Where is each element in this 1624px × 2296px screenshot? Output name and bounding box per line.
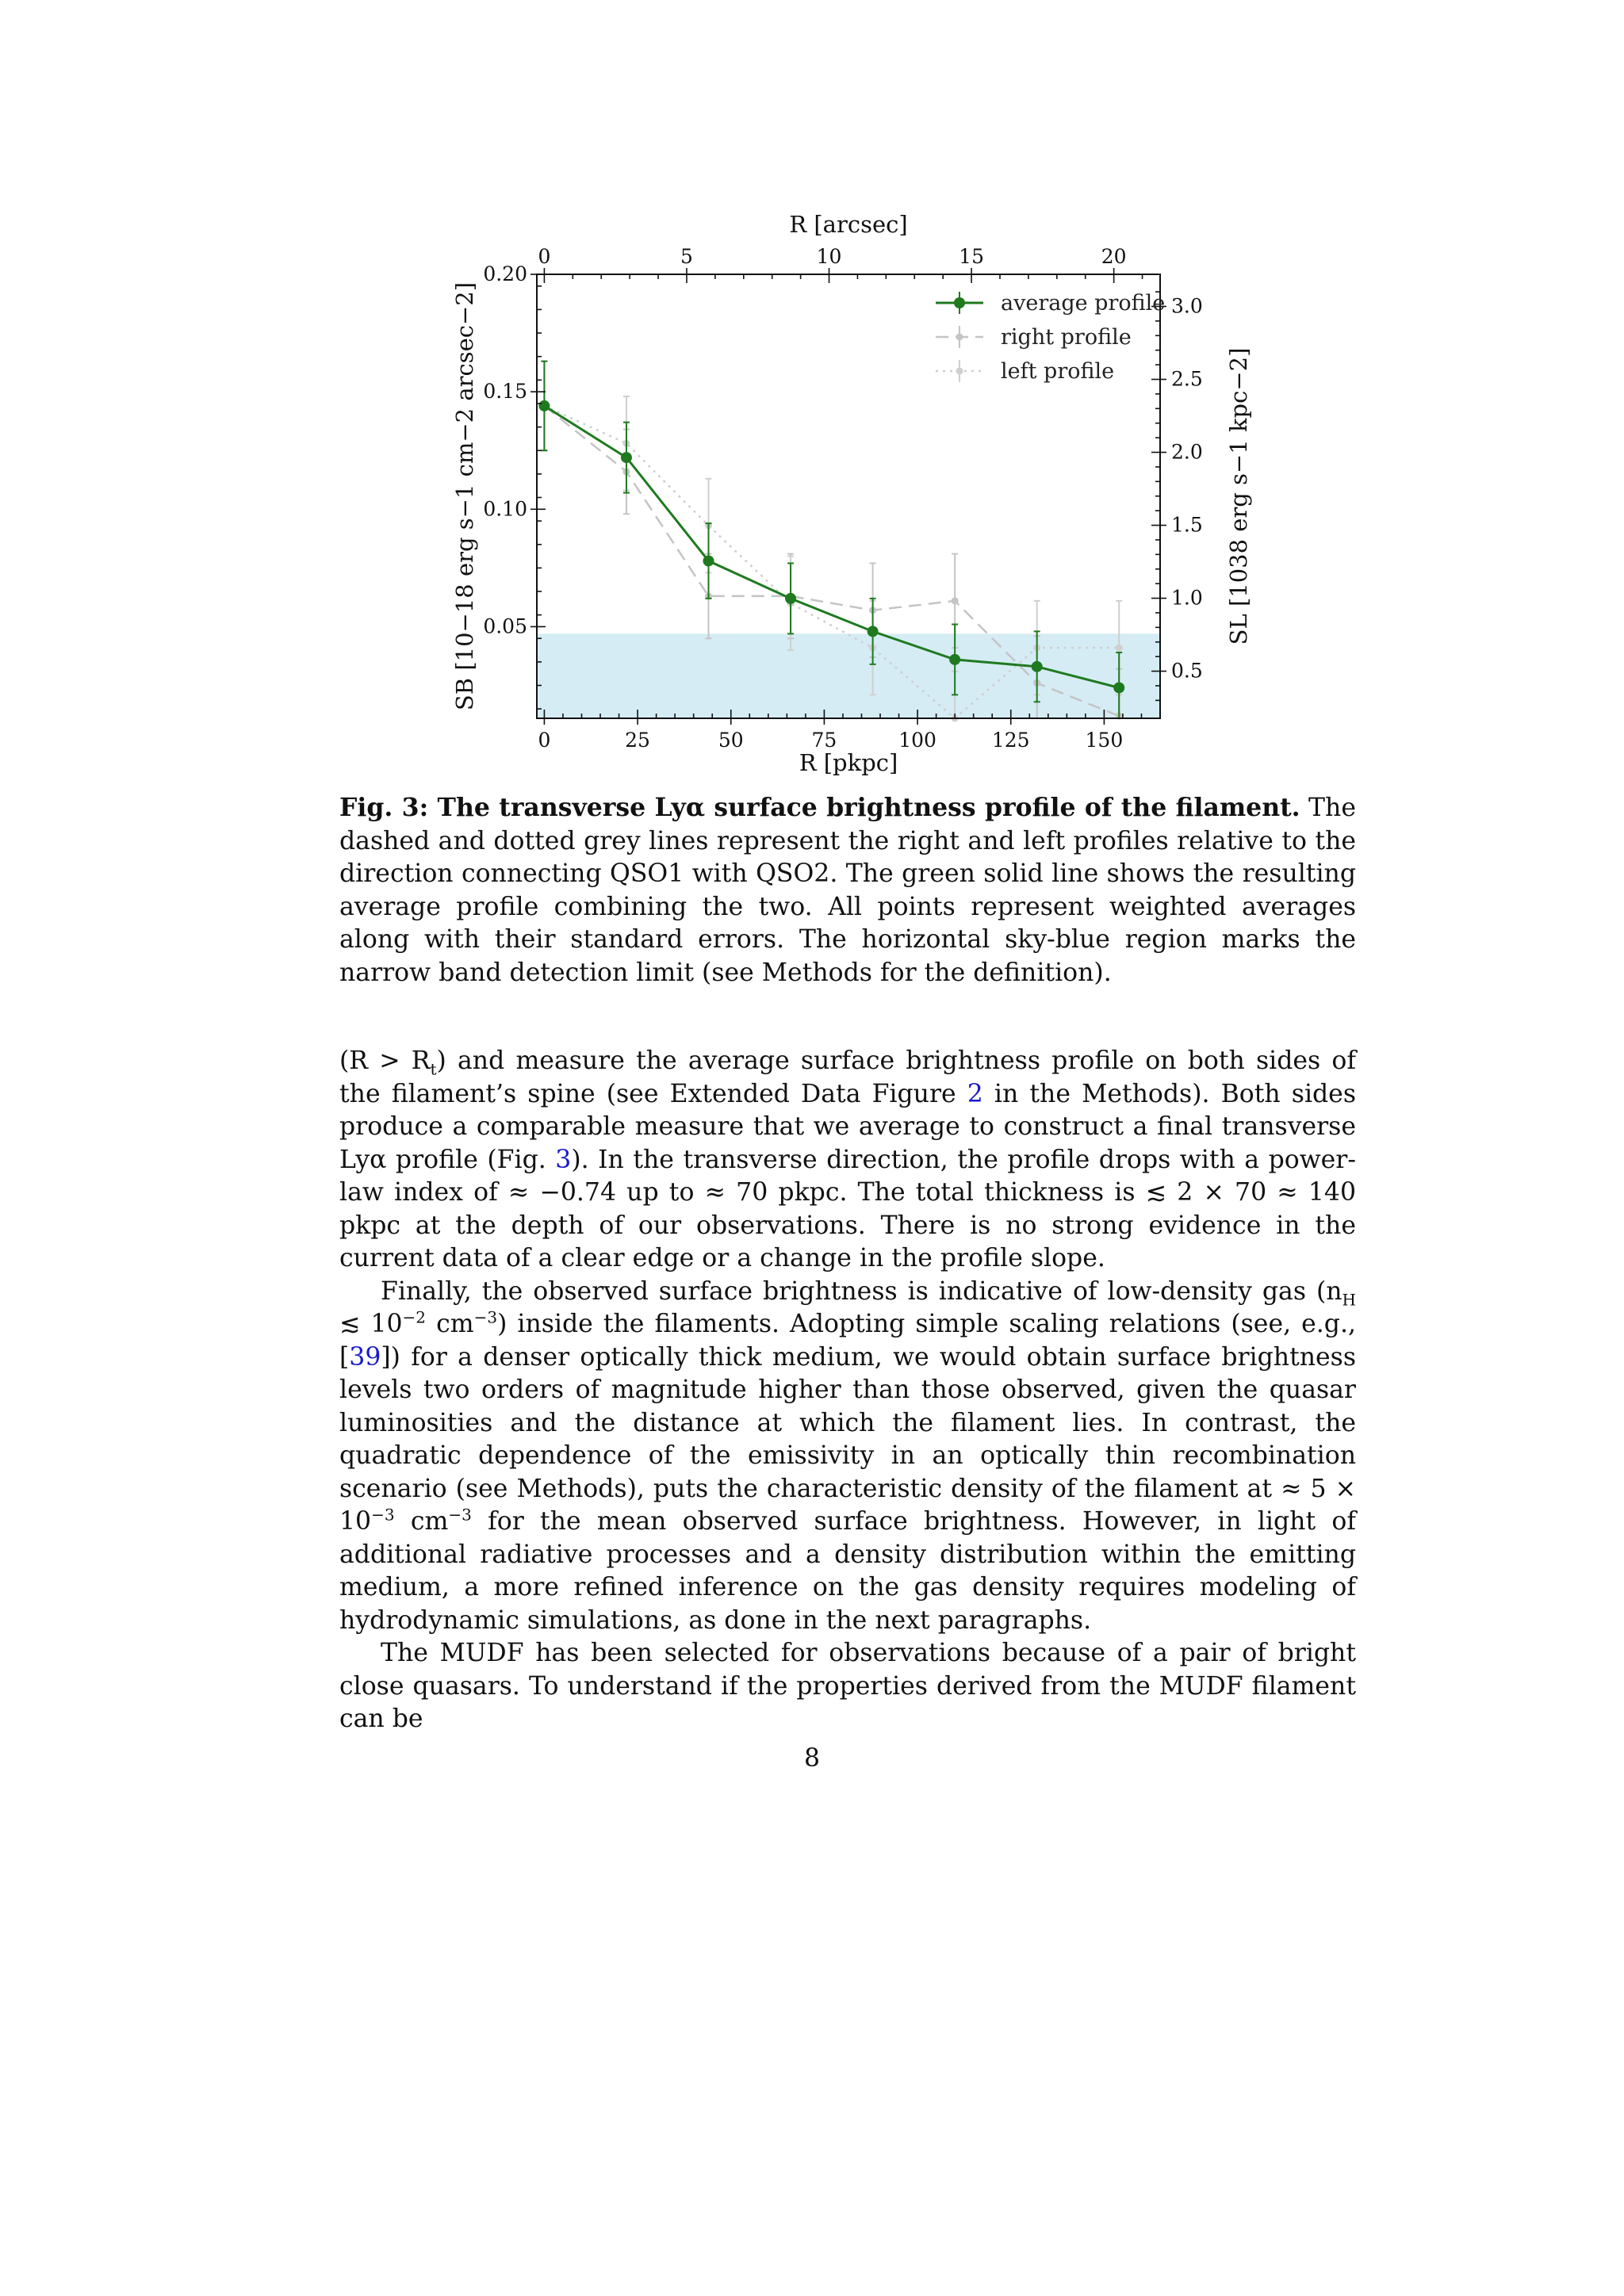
caption-text: The dashed and dotted grey lines represent the right and left profiles relative to the direction connecting QSO1 with QSO2. The green solid line shows the resulting average profile combining the two. All points represent weighted averages along with their standard errors. The horizontal sky-blue region marks the narrow band detection limit (see Methods for the definition). (339, 794, 1356, 987)
average-profile-point (868, 626, 879, 637)
surface-brightness-chart (428, 208, 1269, 786)
x-tick-label: 0 (538, 729, 551, 752)
legend-left-profile-label: left profile (1001, 359, 1115, 384)
x-tick-label: 100 (898, 729, 936, 752)
right-tick-label: 1.5 (1171, 513, 1203, 537)
y-tick-label: 0.20 (483, 262, 527, 285)
top-axis-title: R [arcsec] (789, 211, 908, 238)
average-profile-point (785, 593, 796, 604)
right-tick-label: 0.5 (1171, 659, 1203, 683)
top-tick-label: 5 (680, 245, 693, 268)
figure-3 (428, 208, 1269, 786)
right-tick-label: 2.0 (1171, 440, 1203, 464)
average-profile-point (703, 555, 714, 566)
top-tick-label: 0 (538, 245, 551, 268)
x-tick-label: 50 (718, 729, 744, 752)
figure-caption: Fig. 3: The transverse Lyα surface brightness profile of the filament. The dashed and dotted grey lines represent the right and left profiles relative to the direction connecting QSO1 with QSO2. The green solid line shows the resulting average profile combining the two. All points represent weighted averages along with their standard errors. The horizontal sky-blue region marks the narrow band detection limit (see Methods for the definition). (339, 793, 1356, 987)
caption-label: Fig. 3 (339, 793, 419, 822)
right-axis-title: SL [1038 erg s−1 kpc−2] (1225, 347, 1252, 645)
body-text (339, 1045, 1356, 1736)
average-profile-point (538, 400, 550, 411)
caption-title: The transverse Lyα surface brightness profile of the filament. (437, 793, 1300, 822)
y-tick-label: 0.15 (483, 380, 527, 404)
x-tick-label: 125 (991, 729, 1030, 752)
ref-figure-3[interactable]: 3 (555, 1145, 572, 1174)
paragraph-2: Finally, the observed surface brightness is indicative of low-density gas ($n_H$ ≲ $10^{-2}$ $cm^{-3}$) inside the filaments. Adopting simple scaling relations (see, e.g., [39]) for a denser optically thick medium, we would obtain surface brightness levels two orders of magnitude higher than those observed, given the quasar luminosities and the distance at which the filament lies. In contrast, the quadratic dependence of the emissivity in an optically thin recombination scenario (see Methods), puts the characteristic density of the filament at ≈ $5 \times 10^{-3}$ $cm^{-3}$ for the mean observed surface brightness. However, in light of additional radiative processes and a density distribution within the emitting medium, a more refined inference on the gas density requires modeling of hydrodynamic simulations, as done in the next paragraphs. (339, 1276, 1356, 1635)
page-number: 8 (803, 1744, 821, 1773)
legend-right-profile-label: right profile (1001, 325, 1132, 350)
x-tick-label: 150 (1085, 729, 1124, 752)
top-tick-label: 10 (816, 245, 842, 268)
bottom-axis-title: R [pkpc] (799, 749, 898, 776)
average-profile-point (1113, 682, 1124, 693)
average-profile-point (621, 452, 632, 463)
legend-average-profile-label: average profile (1001, 291, 1166, 316)
x-tick-label: 75 (811, 729, 837, 752)
left-axis-title: SB [10−18 erg s−1 cm−2 arcsec−2] (451, 281, 478, 711)
legend-left-profile-marker (956, 368, 963, 375)
ref-extended-figure-2[interactable]: 2 (967, 1079, 983, 1108)
paragraph-1: $(R > R_t)$ and measure the average surface brightness profile on both sides of the filament’s spine (see Extended Data Figure 2 in the Methods). Both sides produce a comparable measure that we average to construct a final transverse Lyα profile (Fig. 3). In the transverse direction, the profile drops with a power-law index of ≈ −0.74 up to ≈ 70 pkpc. The total thickness is ≲ 2 × 70 ≈ 140 pkpc at the depth of our observations. There is no strong evidence in the current data of a clear edge or a change in the profile slope. (339, 1047, 1357, 1272)
right-tick-label: 2.5 (1171, 367, 1203, 391)
left-profile-point (1116, 645, 1123, 652)
legend-right-profile-marker (956, 334, 963, 341)
average-profile-point (949, 654, 960, 665)
y-tick-label: 0.05 (483, 614, 527, 638)
ref-39[interactable]: 39 (349, 1342, 381, 1372)
right-profile-point (952, 597, 959, 604)
top-tick-label: 20 (1101, 245, 1127, 268)
average-profile-point (1032, 661, 1043, 672)
top-tick-label: 15 (959, 245, 984, 268)
right-tick-label: 3.0 (1171, 294, 1203, 318)
detection-limit-band (537, 633, 1160, 718)
right-tick-label: 1.0 (1171, 586, 1203, 610)
legend-average-profile-marker (954, 297, 965, 308)
paragraph-3: The MUDF has been selected for observations because of a pair of bright close quasars. To understand if the properties derived from the MUDF filament can be (339, 1639, 1356, 1733)
x-tick-label: 25 (625, 729, 650, 752)
y-tick-label: 0.10 (483, 497, 527, 521)
